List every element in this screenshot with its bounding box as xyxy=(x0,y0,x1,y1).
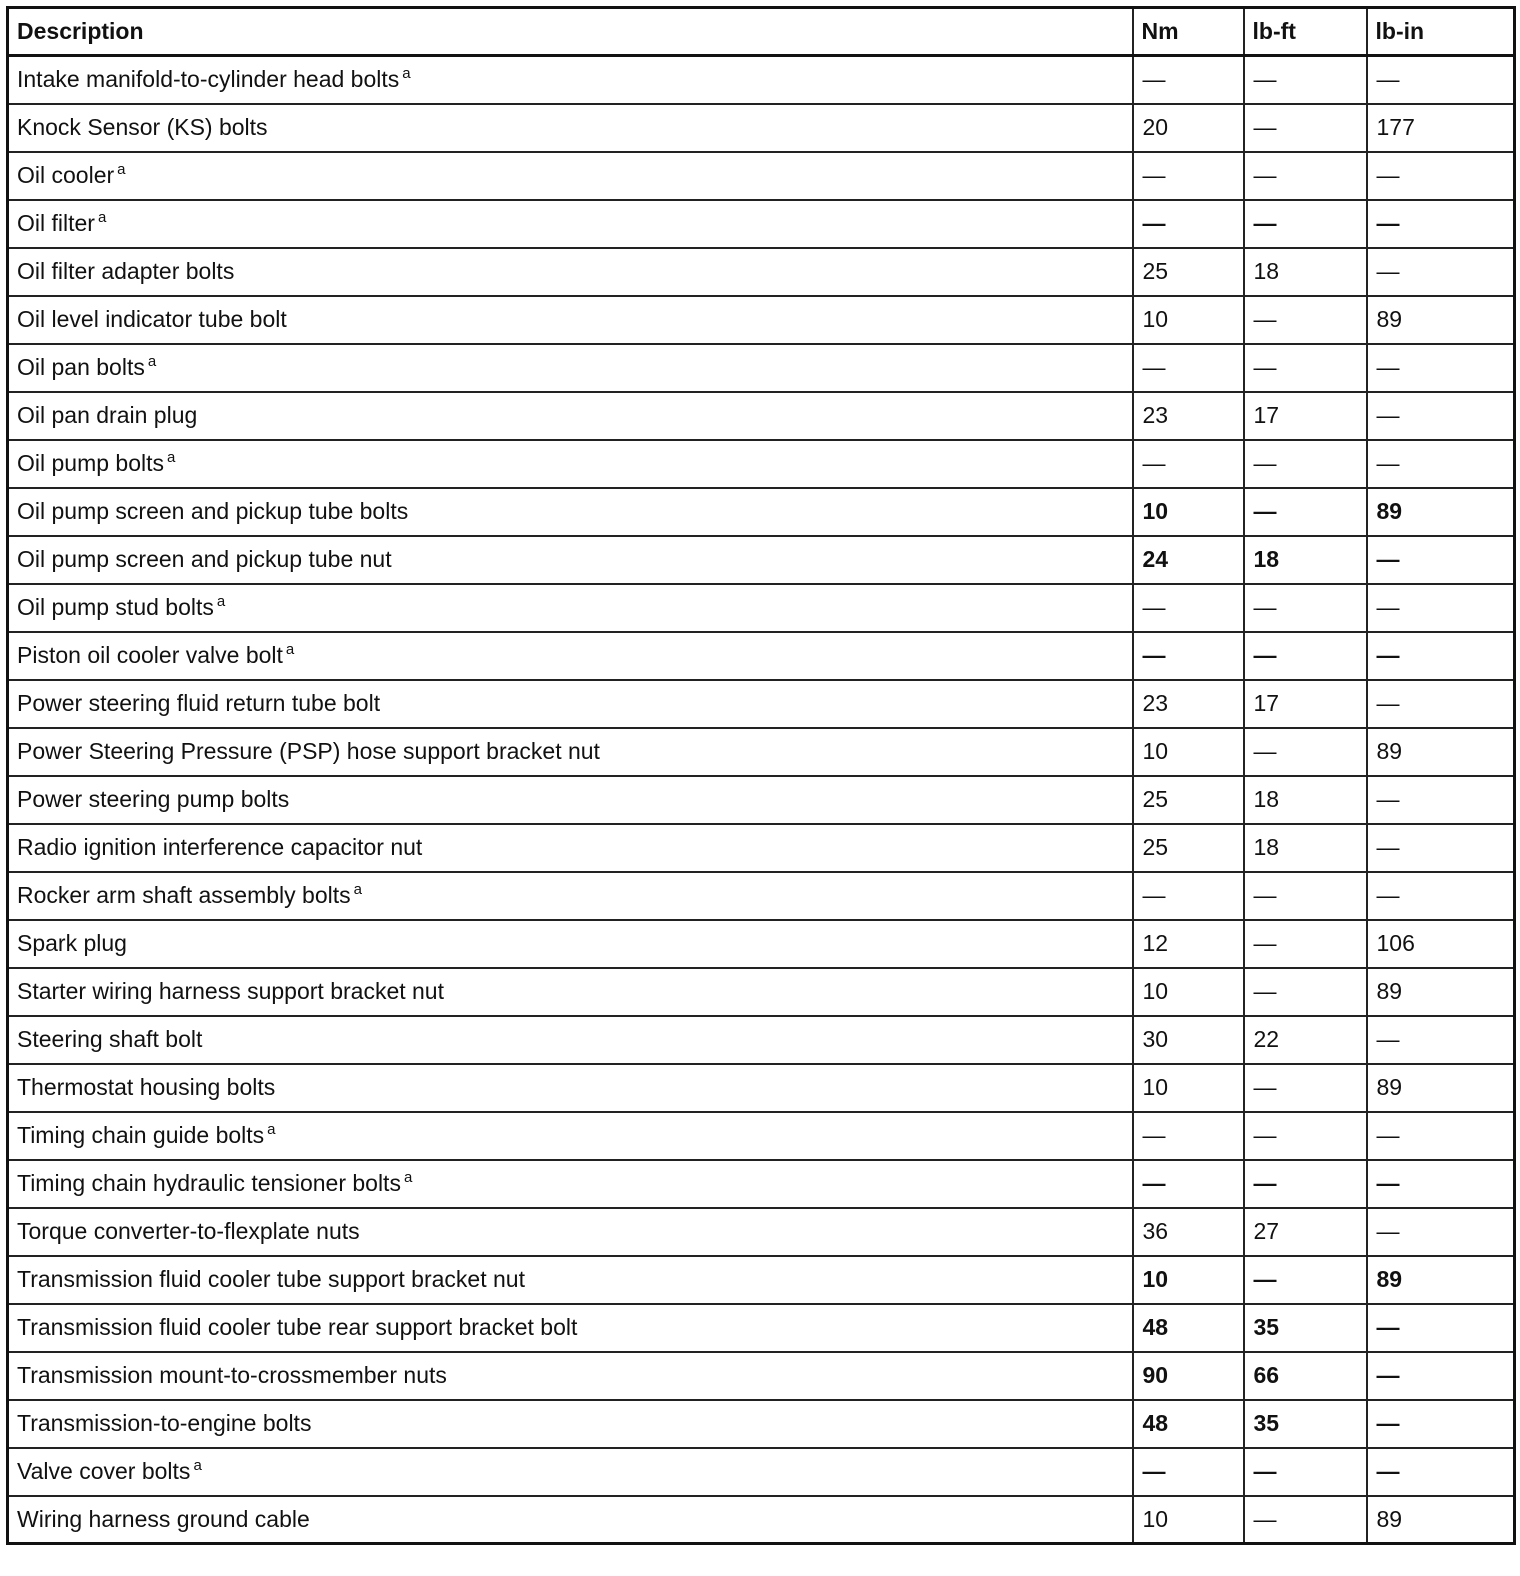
description-text: Timing chain guide bolts xyxy=(17,1122,265,1148)
cell-lb-ft: 22 xyxy=(1244,1016,1367,1064)
cell-nm: 10 xyxy=(1133,968,1244,1016)
column-header-nm: Nm xyxy=(1133,8,1244,56)
cell-description xyxy=(8,1352,1133,1400)
description-text: Transmission mount-to-crossmember nuts xyxy=(17,1362,447,1388)
table-row xyxy=(8,1016,1515,1064)
cell-lb-ft: — xyxy=(1244,344,1367,392)
torque-spec-table-container xyxy=(6,6,1513,1545)
cell-nm: 24 xyxy=(1133,536,1244,584)
table-row xyxy=(8,1352,1515,1400)
cell-description xyxy=(8,1400,1133,1448)
cell-lb-ft: — xyxy=(1244,488,1367,536)
cell-nm: — xyxy=(1133,584,1244,632)
cell-description xyxy=(8,248,1133,296)
cell-lb-in: 89 xyxy=(1367,728,1515,776)
description-text: Transmission fluid cooler tube rear support bracket bolt xyxy=(17,1314,578,1340)
cell-description xyxy=(8,488,1133,536)
cell-lb-in: — xyxy=(1367,1208,1515,1256)
footnote-marker: a xyxy=(97,209,107,226)
description-text: Transmission-to-engine bolts xyxy=(17,1410,312,1436)
cell-lb-in: — xyxy=(1367,872,1515,920)
cell-nm: — xyxy=(1133,632,1244,680)
cell-description xyxy=(8,56,1133,104)
table-row xyxy=(8,1304,1515,1352)
footnote-marker: a xyxy=(402,65,411,83)
cell-nm: 10 xyxy=(1133,1256,1244,1304)
cell-lb-in: — xyxy=(1367,440,1515,488)
cell-lb-ft: 17 xyxy=(1244,392,1367,440)
description-text: Radio ignition interference capacitor nut xyxy=(17,834,423,860)
cell-description xyxy=(8,920,1133,968)
table-row xyxy=(8,248,1515,296)
description-text: Piston oil cooler valve bolt xyxy=(17,642,283,668)
cell-lb-in: — xyxy=(1367,584,1515,632)
cell-lb-ft: 35 xyxy=(1244,1304,1367,1352)
cell-nm: 48 xyxy=(1133,1400,1244,1448)
table-row xyxy=(8,440,1515,488)
cell-lb-in: — xyxy=(1367,1400,1515,1448)
cell-description xyxy=(8,1256,1133,1304)
footnote-marker: a xyxy=(267,1121,276,1138)
description-text: Wiring harness ground cable xyxy=(17,1505,310,1532)
table-row xyxy=(8,392,1515,440)
footnote-marker: a xyxy=(216,593,226,610)
cell-lb-ft: 18 xyxy=(1244,536,1367,584)
cell-lb-ft: — xyxy=(1244,152,1367,200)
cell-nm: — xyxy=(1133,440,1244,488)
cell-lb-in: — xyxy=(1367,536,1515,584)
cell-lb-in: — xyxy=(1367,200,1515,248)
cell-lb-in: — xyxy=(1367,1448,1515,1496)
cell-description xyxy=(8,344,1133,392)
table-row xyxy=(8,584,1515,632)
cell-description xyxy=(8,776,1133,824)
table-row xyxy=(8,968,1515,1016)
cell-nm: — xyxy=(1133,200,1244,248)
description-text: Starter wiring harness support bracket nut xyxy=(17,978,444,1004)
footnote-marker: a xyxy=(193,1457,202,1474)
description-text: Power steering pump bolts xyxy=(17,786,290,812)
cell-lb-ft: — xyxy=(1244,1448,1367,1496)
description-text: Torque converter-to-flexplate nuts xyxy=(17,1218,360,1244)
cell-lb-in: — xyxy=(1367,1352,1515,1400)
description-text: Oil pan bolts xyxy=(17,354,145,380)
table-row xyxy=(8,920,1515,968)
cell-lb-ft: — xyxy=(1244,56,1367,104)
table-row xyxy=(8,1448,1515,1496)
table-row xyxy=(8,1256,1515,1304)
table-row xyxy=(8,344,1515,392)
cell-description xyxy=(8,1112,1133,1160)
cell-lb-in: — xyxy=(1367,680,1515,728)
cell-description xyxy=(8,536,1133,584)
cell-lb-in: — xyxy=(1367,1016,1515,1064)
footnote-marker: a xyxy=(353,881,362,898)
cell-nm: — xyxy=(1133,872,1244,920)
cell-nm: — xyxy=(1133,56,1244,104)
description-text: Power steering fluid return tube bolt xyxy=(17,690,381,716)
description-text: Thermostat housing bolts xyxy=(17,1074,276,1100)
cell-description xyxy=(8,1160,1133,1208)
cell-nm: 36 xyxy=(1133,1208,1244,1256)
cell-lb-in: — xyxy=(1367,1112,1515,1160)
table-row xyxy=(8,1064,1515,1112)
cell-nm: 23 xyxy=(1133,392,1244,440)
cell-description xyxy=(8,392,1133,440)
cell-lb-ft: — xyxy=(1244,632,1367,680)
table-row xyxy=(8,776,1515,824)
cell-nm: 10 xyxy=(1133,728,1244,776)
description-text: Oil pump bolts xyxy=(17,450,165,476)
table-row xyxy=(8,632,1515,680)
cell-lb-in: 89 xyxy=(1367,1256,1515,1304)
cell-nm: 10 xyxy=(1133,296,1244,344)
table-row xyxy=(8,1400,1515,1448)
cell-nm: 12 xyxy=(1133,920,1244,968)
cell-nm: — xyxy=(1133,1448,1244,1496)
cell-description xyxy=(8,584,1133,632)
description-text: Transmission fluid cooler tube support bracket nut xyxy=(17,1266,525,1292)
cell-lb-in: — xyxy=(1367,1304,1515,1352)
cell-description xyxy=(8,1304,1133,1352)
cell-lb-in: — xyxy=(1367,344,1515,392)
cell-nm: — xyxy=(1133,152,1244,200)
cell-lb-ft: 66 xyxy=(1244,1352,1367,1400)
cell-description xyxy=(8,1208,1133,1256)
cell-description xyxy=(8,104,1133,152)
cell-lb-ft: — xyxy=(1244,920,1367,968)
table-row xyxy=(8,872,1515,920)
cell-description xyxy=(8,632,1133,680)
cell-lb-in: — xyxy=(1367,152,1515,200)
description-text: Steering shaft bolt xyxy=(17,1026,203,1052)
footnote-marker: a xyxy=(117,161,126,178)
cell-lb-in: — xyxy=(1367,824,1515,872)
description-text: Spark plug xyxy=(17,930,127,956)
description-text: Oil filter xyxy=(17,210,95,236)
cell-lb-ft: — xyxy=(1244,200,1367,248)
cell-lb-ft: 18 xyxy=(1244,248,1367,296)
cell-nm: 90 xyxy=(1133,1352,1244,1400)
cell-lb-ft: — xyxy=(1244,1256,1367,1304)
cell-description xyxy=(8,1448,1133,1496)
footnote-marker: a xyxy=(285,641,295,658)
description-text: Rocker arm shaft assembly bolts xyxy=(17,882,351,908)
cell-lb-ft: 35 xyxy=(1244,1400,1367,1448)
table-row xyxy=(8,56,1515,104)
description-text: Power Steering Pressure (PSP) hose support bracket nut xyxy=(17,738,600,764)
description-text: Valve cover bolts xyxy=(17,1458,191,1484)
cell-description xyxy=(8,680,1133,728)
table-row xyxy=(8,824,1515,872)
description-text: Oil pan drain plug xyxy=(17,402,198,428)
cell-description xyxy=(8,296,1133,344)
cell-lb-ft: — xyxy=(1244,728,1367,776)
cell-description xyxy=(8,1064,1133,1112)
cell-description xyxy=(8,968,1133,1016)
footnote-marker: a xyxy=(403,1169,413,1186)
cell-nm: 23 xyxy=(1133,680,1244,728)
cell-lb-ft: 17 xyxy=(1244,680,1367,728)
cell-description xyxy=(8,152,1133,200)
cell-lb-in: — xyxy=(1367,776,1515,824)
cell-nm: 25 xyxy=(1133,824,1244,872)
cell-lb-in: — xyxy=(1367,248,1515,296)
cell-lb-in: — xyxy=(1367,632,1515,680)
cell-description xyxy=(8,824,1133,872)
table-row xyxy=(8,1208,1515,1256)
table-row xyxy=(8,1496,1515,1544)
column-header-lb-ft: lb-ft xyxy=(1244,8,1367,56)
cell-nm: 48 xyxy=(1133,1304,1244,1352)
cell-nm: 30 xyxy=(1133,1016,1244,1064)
cell-description xyxy=(8,872,1133,920)
cell-lb-in: 89 xyxy=(1367,968,1515,1016)
table-row xyxy=(8,728,1515,776)
cell-lb-ft: 27 xyxy=(1244,1208,1367,1256)
cell-nm: 10 xyxy=(1133,488,1244,536)
cell-lb-in: 177 xyxy=(1367,104,1515,152)
cell-lb-ft: — xyxy=(1244,872,1367,920)
cell-lb-in: 89 xyxy=(1367,488,1515,536)
cell-lb-ft: 18 xyxy=(1244,824,1367,872)
description-text: Knock Sensor (KS) bolts xyxy=(17,114,268,140)
cell-nm: 25 xyxy=(1133,248,1244,296)
cell-nm: — xyxy=(1133,1160,1244,1208)
description-text: Intake manifold-to-cylinder head bolts xyxy=(17,66,400,93)
cell-lb-ft: — xyxy=(1244,1160,1367,1208)
cell-nm: 25 xyxy=(1133,776,1244,824)
cell-lb-in: 106 xyxy=(1367,920,1515,968)
cell-description xyxy=(8,728,1133,776)
cell-lb-ft: — xyxy=(1244,584,1367,632)
cell-lb-in: 89 xyxy=(1367,1496,1515,1544)
description-text: Timing chain hydraulic tensioner bolts xyxy=(17,1170,401,1196)
description-text: Oil filter adapter bolts xyxy=(17,258,235,284)
cell-lb-ft: — xyxy=(1244,968,1367,1016)
table-row xyxy=(8,104,1515,152)
footnote-marker: a xyxy=(167,449,176,466)
cell-description xyxy=(8,1016,1133,1064)
table-body xyxy=(8,56,1515,1544)
cell-lb-in: — xyxy=(1367,56,1515,104)
description-text: Oil cooler xyxy=(17,162,115,188)
footnote-marker: a xyxy=(147,353,157,370)
torque-spec-table xyxy=(6,6,1516,1545)
cell-nm: — xyxy=(1133,1112,1244,1160)
cell-nm: — xyxy=(1133,344,1244,392)
table-row xyxy=(8,680,1515,728)
cell-lb-ft: — xyxy=(1244,1112,1367,1160)
description-text: Oil pump screen and pickup tube bolts xyxy=(17,498,409,524)
cell-lb-in: — xyxy=(1367,1160,1515,1208)
cell-lb-in: — xyxy=(1367,392,1515,440)
cell-nm: 10 xyxy=(1133,1496,1244,1544)
cell-description xyxy=(8,1496,1133,1544)
cell-description xyxy=(8,440,1133,488)
cell-lb-ft: 18 xyxy=(1244,776,1367,824)
table-row xyxy=(8,536,1515,584)
cell-description xyxy=(8,200,1133,248)
table-row xyxy=(8,152,1515,200)
column-header-description: Description xyxy=(8,8,1133,56)
cell-nm: 20 xyxy=(1133,104,1244,152)
description-text: Oil pump stud bolts xyxy=(17,594,214,620)
table-row xyxy=(8,200,1515,248)
description-text: Oil pump screen and pickup tube nut xyxy=(17,546,392,572)
cell-lb-in: 89 xyxy=(1367,296,1515,344)
table-row xyxy=(8,1112,1515,1160)
table-row xyxy=(8,1160,1515,1208)
cell-lb-ft: — xyxy=(1244,104,1367,152)
description-text: Oil level indicator tube bolt xyxy=(17,306,287,332)
cell-lb-ft: — xyxy=(1244,1064,1367,1112)
cell-lb-ft: — xyxy=(1244,296,1367,344)
table-header-row xyxy=(8,8,1515,56)
table-row xyxy=(8,488,1515,536)
cell-lb-in: 89 xyxy=(1367,1064,1515,1112)
cell-nm: 10 xyxy=(1133,1064,1244,1112)
table-row xyxy=(8,296,1515,344)
cell-lb-ft: — xyxy=(1244,1496,1367,1544)
column-header-lb-in: lb-in xyxy=(1367,8,1515,56)
cell-lb-ft: — xyxy=(1244,440,1367,488)
